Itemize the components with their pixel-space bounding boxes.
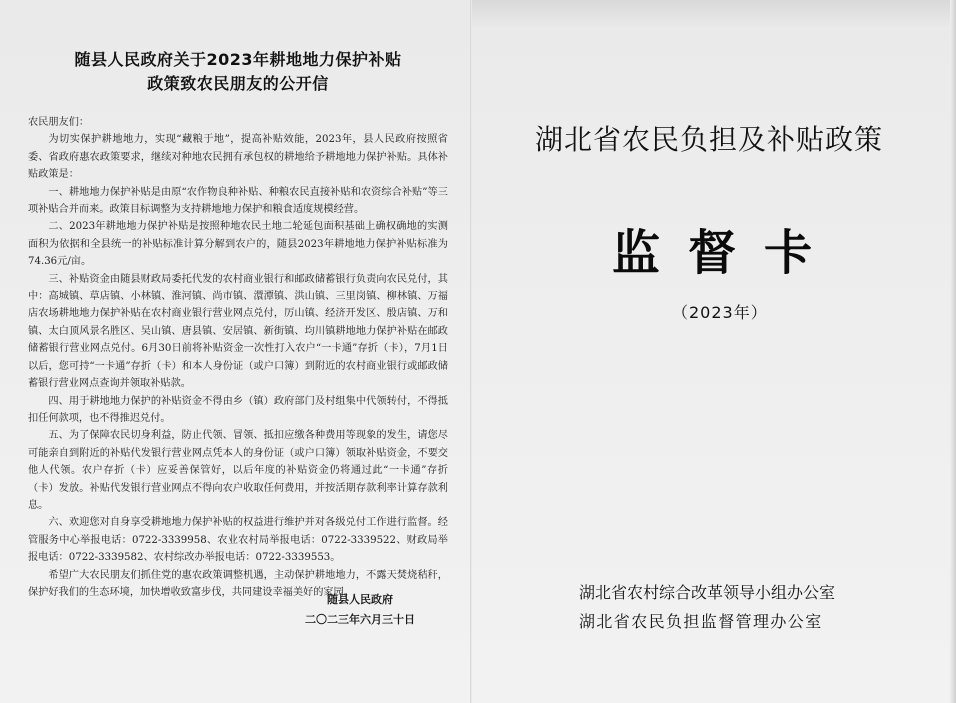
- card-heading: 湖北省农民负担及补贴政策: [535, 123, 884, 156]
- letter-paragraph-5: 五、为了保障农民切身利益，防止代领、冒领、抵扣应缴各种费用等现象的发生，请您尽可能亲自到附近的补贴代发银行营业网点凭本人的身份证（或户口簿）领取补贴资金，不要交他人代领。农户存折（卡）应妥善保管好，以后年度的补贴资金仍将通过此“一卡通”存折（卡）发放。补贴代发银行营业网点不得向农户收取任何费用，并按活期存款利率计算存款利息。: [28, 430, 448, 511]
- page-edge-shadow: [950, 0, 956, 703]
- letter-signature: [290, 590, 430, 630]
- issuer-2: 湖北省农民负担监督管理办公室: [579, 612, 823, 631]
- scan-bleed-strip: [470, 0, 956, 30]
- letter-paragraph-2: 二、2023年耕地地力保护补贴是按照种地农民土地二轮延包面积基础上确权确地的实测面积为依据和全县统一的补贴标准计算分解到农户的，随县2023年耕地地力保护补贴标准为74.36元/亩。: [28, 221, 448, 268]
- letter-body: [28, 114, 448, 601]
- letter-paragraph-closing: 希望广大农民朋友们抓住党的惠农政策调整机遇，主动保护耕地地力，不露天焚烧秸秆，保护好我们的生态环境，加快增收致富步伐，共同建设幸福美好的家园。: [28, 569, 448, 598]
- issuing-offices: [579, 578, 879, 636]
- card-year: （2023年）: [672, 303, 768, 322]
- issuer-1: 湖北省农村综合改革领导小组办公室: [579, 583, 836, 602]
- page-fold: [470, 0, 472, 703]
- letter-salutation: 农民朋友们：: [28, 117, 90, 128]
- letter-paragraph-6: 六、欢迎您对自身享受耕地地力保护补贴的权益进行维护并对各级兑付工作进行监督。经管服务中心举报电话：0722-3339958、农业农村局举报电话：0722-3339522、财政局举报电话：0722-3339582、农村综改办举报电话：0722-3339553。: [28, 517, 448, 564]
- signature-org: 随县人民政府: [327, 593, 393, 606]
- letter-paragraph-intro: 为切实保护耕地地力，实现“藏粮于地”，提高补贴效能，2023年，县人民政府按照省委、省政府惠农政策要求，继续对种地农民拥有承包权的耕地给予耕地地力保护补贴。具体补贴政策是：: [28, 134, 448, 181]
- letter-paragraph-1: 一、耕地地力保护补贴是由原“农作物良种补贴、种粮农民直接补贴和农资综合补贴”等三项补贴合并而来。政策目标调整为支持耕地地力保护和粮食适度规模经营。: [28, 186, 448, 216]
- letter-title-line-1: 随县人民政府关于2023年耕地地力保护补贴: [74, 50, 402, 69]
- letter-title: [28, 48, 448, 96]
- open-letter: [28, 48, 448, 601]
- letter-title-line-2: 政策致农民朋友的公开信: [147, 74, 329, 93]
- letter-paragraph-3: 三、补贴资金由随县财政局委托代发的农村商业银行和邮政储蓄银行负责向农民兑付，其中：高城镇、草店镇、小林镇、淮河镇、尚市镇、澴潭镇、洪山镇、三里岗镇、柳林镇、万福店农场耕地地力保护补贴在农村商业银行营业网点兑付，厉山镇、经济开发区、殷店镇、万和镇、太白顶风景名胜区、吴山镇、唐县镇、安居镇、新街镇、均川镇耕地地力保护补贴在邮政储蓄银行营业网点兑付。6月30日前将补贴资金一次性打入农户“一卡通”存折（卡），7月1日以后，您可持“一卡通”存折（卡）和本人身份证（或户口簿）到附近的农村商业银行或邮政储蓄银行营业网点查询并领取补贴款。: [28, 273, 448, 390]
- card-title: 监督卡: [612, 225, 841, 281]
- letter-paragraph-4: 四、用于耕地地力保护的补贴资金不得由乡（镇）政府部门及村组集中代领转付，不得抵扣任何款项，也不得推迟兑付。: [28, 395, 448, 424]
- signature-date: 二〇二三年六月三十日: [305, 613, 415, 626]
